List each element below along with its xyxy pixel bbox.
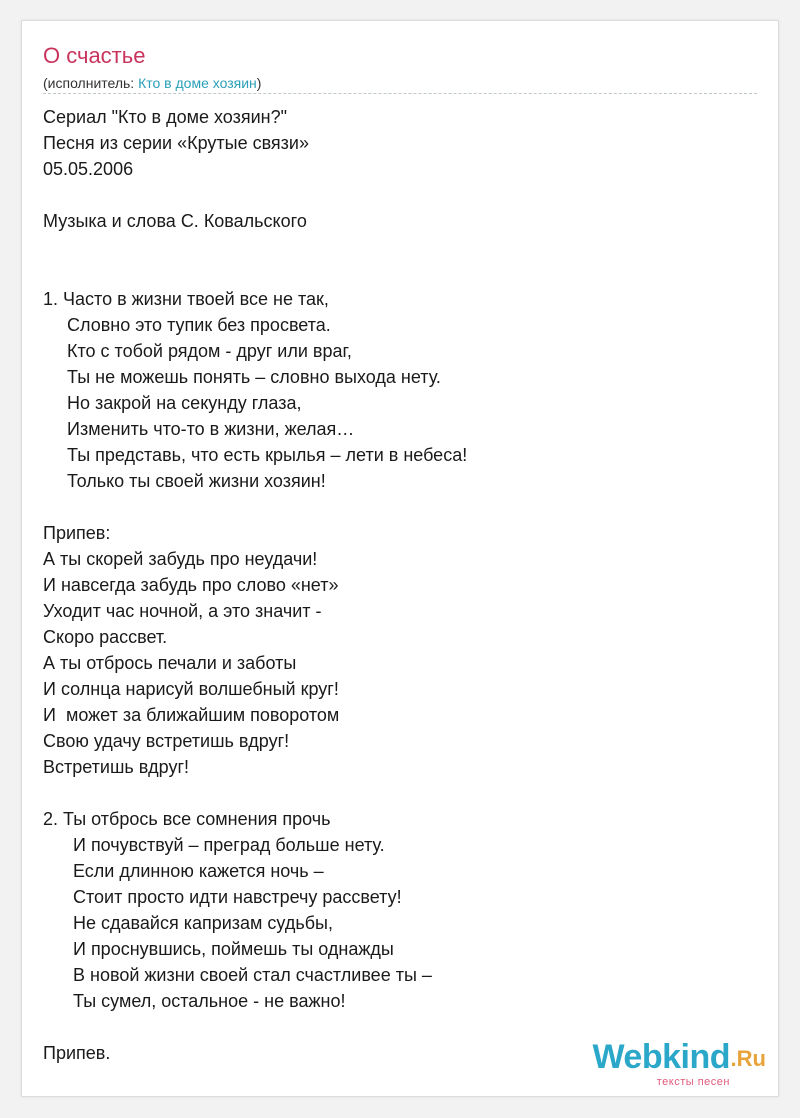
- lyrics-body: [43, 104, 753, 1066]
- lyric-line: Припев:: [43, 523, 111, 543]
- lyric-line: Уходит час ночной, а это значит -: [43, 601, 322, 621]
- lyric-line: Свою удачу встретишь вдруг!: [43, 731, 290, 751]
- lyric-line: Кто с тобой рядом - друг или враг,: [67, 341, 352, 361]
- webkind-logo[interactable]: [570, 1038, 770, 1088]
- lyric-line: [43, 260, 753, 286]
- lyrics-page: [21, 20, 779, 1097]
- lyric-line: Ты сумел, остальное - не важно!: [73, 991, 346, 1011]
- lyric-line: 2. Ты отбрось все сомнения прочь: [43, 809, 331, 829]
- artist-suffix: ): [256, 75, 262, 91]
- lyric-line: И почувствуй – преград больше нету.: [73, 835, 385, 855]
- lyric-line: Только ты своей жизни хозяин!: [67, 471, 326, 491]
- lyric-line: Припев.: [43, 1043, 111, 1063]
- lyric-line: Ты представь, что есть крылья – лети в небеса!: [67, 445, 468, 465]
- lyric-line: А ты отбрось печали и заботы: [43, 653, 297, 673]
- lyric-line: Встретишь вдруг!: [43, 757, 190, 777]
- logo-tagline: тексты песен: [656, 1076, 730, 1088]
- lyric-line: Не сдавайся капризам судьбы,: [73, 913, 333, 933]
- lyric-line: В новой жизни своей стал счастливее ты –: [73, 965, 432, 985]
- artist-prefix: (исполнитель:: [43, 75, 139, 91]
- lyric-line: Сериал "Кто в доме хозяин?": [43, 107, 287, 127]
- lyric-line: [43, 1014, 753, 1040]
- lyric-line: Если длинною кажется ночь –: [73, 861, 324, 881]
- artist-line: [43, 74, 261, 92]
- lyric-line: Стоит просто идти навстречу рассвету!: [73, 887, 402, 907]
- logo-tld: .Ru: [730, 1046, 766, 1071]
- lyric-line: 1. Часто в жизни твоей все не так,: [43, 289, 329, 309]
- artist-link[interactable]: Кто в доме хозяин: [138, 75, 257, 91]
- lyric-line: И солнца нарисуй волшебный круг!: [43, 679, 339, 699]
- lyric-line: И может за ближайшим поворотом: [43, 705, 340, 725]
- lyric-line: Музыка и слова С. Ковальского: [43, 211, 307, 231]
- lyric-line: [43, 780, 753, 806]
- lyric-line: 05.05.2006: [43, 159, 134, 179]
- lyric-line: Словно это тупик без просвета.: [67, 315, 331, 335]
- lyric-line: Ты не можешь понять – словно выхода нету.: [67, 367, 441, 387]
- lyric-line: [43, 182, 753, 208]
- lyric-line: И проснувшись, поймешь ты однажды: [73, 939, 394, 959]
- lyric-line: Скоро рассвет.: [43, 627, 168, 647]
- song-title: О счастье: [43, 43, 146, 68]
- lyric-line: А ты скорей забудь про неудачи!: [43, 549, 318, 569]
- lyric-line: И навсегда забудь про слово «нет»: [43, 575, 339, 595]
- dashed-divider: [43, 93, 757, 94]
- lyric-line: Но закрой на секунду глаза,: [67, 393, 302, 413]
- logo-brand: Webkind: [592, 1038, 730, 1076]
- lyric-line: Песня из серии «Крутые связи»: [43, 133, 310, 153]
- lyric-line: [43, 234, 753, 260]
- lyric-line: [43, 494, 753, 520]
- lyric-line: Изменить что-то в жизни, желая…: [67, 419, 355, 439]
